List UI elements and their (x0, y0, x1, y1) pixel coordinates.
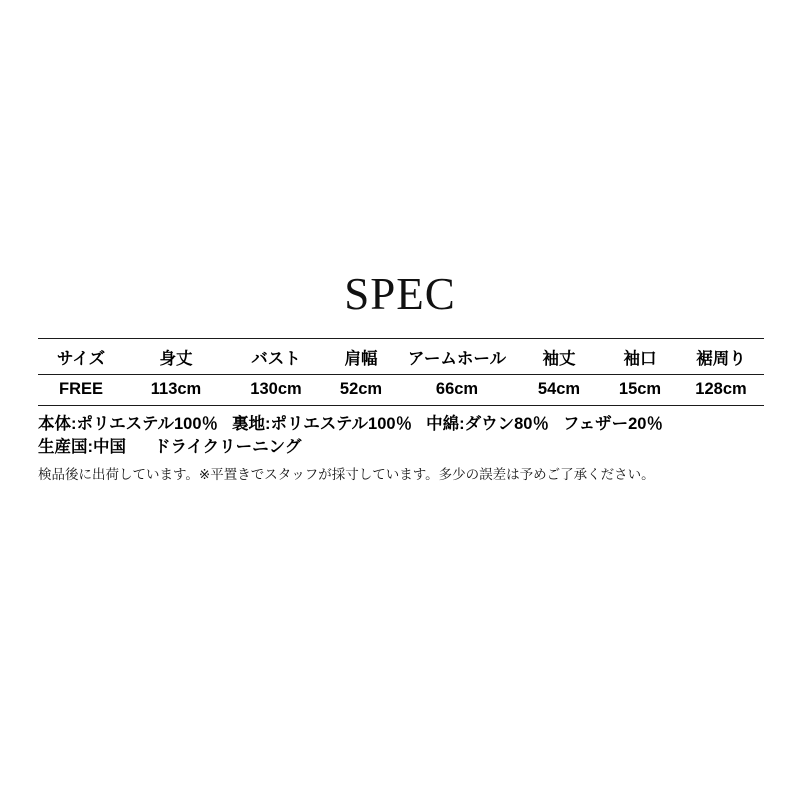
material-filling: 中綿:ダウン80％ (426, 415, 549, 433)
care-instruction: ドライクリーニング (154, 438, 302, 457)
table-row (38, 375, 764, 406)
column-header-sleeve-length: 袖丈 (516, 339, 602, 375)
column-header-length: 身丈 (124, 339, 228, 375)
material-info (38, 413, 764, 460)
material-lining: 裏地:ポリエステル100％ (232, 415, 413, 433)
column-header-hem: 裾周り (678, 339, 764, 375)
material-feather: フェザー20％ (562, 415, 663, 433)
cell-size: FREE (38, 375, 124, 406)
column-header-shoulder: 肩幅 (324, 339, 398, 375)
size-spec-table (38, 338, 764, 406)
column-header-armhole: アームホール (398, 339, 516, 375)
measurement-note: 検品後に出荷しています。※平置きでスタッフが採寸しています。多少の誤差は予めご了承ください。 (38, 466, 655, 482)
table-header-row (38, 339, 764, 375)
cell-bust: 130cm (228, 375, 324, 406)
material-shell: 本体:ポリエステル100％ (38, 415, 219, 433)
column-header-bust: バスト (228, 339, 324, 375)
spec-section (38, 338, 764, 485)
cell-hem: 128cm (678, 375, 764, 406)
cell-sleeve-length: 54cm (516, 375, 602, 406)
cell-length: 113cm (124, 375, 228, 406)
page-title: SPEC (344, 269, 456, 319)
material-line-1 (38, 413, 764, 436)
column-header-size: サイズ (38, 339, 124, 375)
column-header-cuff: 袖口 (602, 339, 678, 375)
material-line-2 (38, 436, 764, 459)
country-of-origin: 生産国:中国 (38, 438, 126, 457)
cell-shoulder: 52cm (324, 375, 398, 406)
cell-cuff: 15cm (602, 375, 678, 406)
cell-armhole: 66cm (398, 375, 516, 406)
